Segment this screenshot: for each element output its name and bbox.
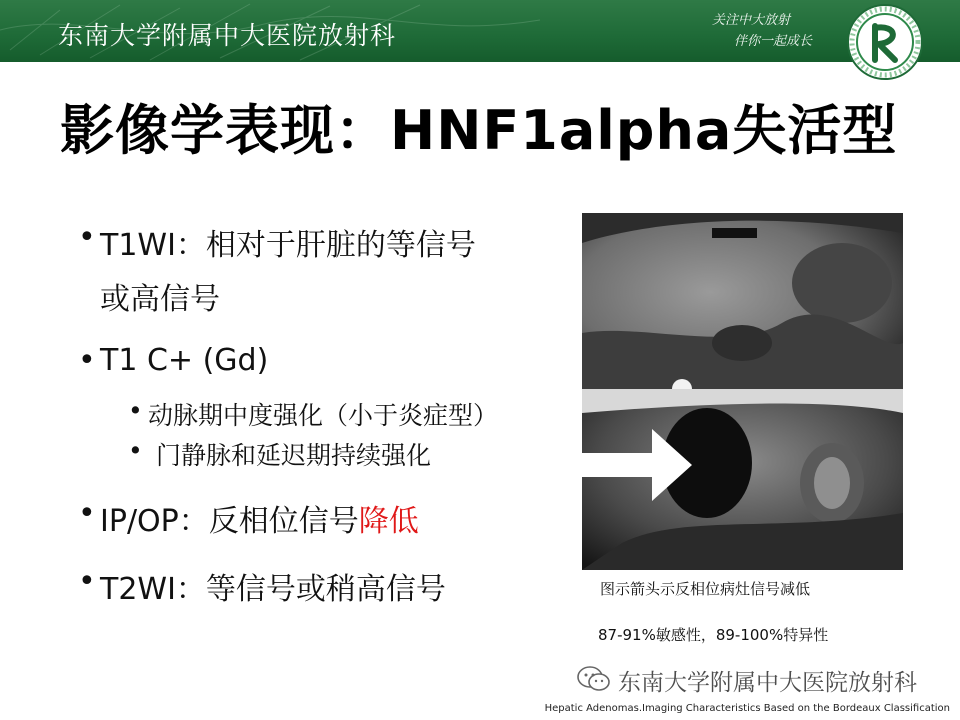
footer-reference: Hepatic Adenomas.Imaging Characteristics Based on the Bordeaux Classification	[544, 703, 950, 714]
figure-caption: 图示箭头示反相位病灶信号减低	[600, 580, 811, 598]
bullet-t1wi	[78, 220, 476, 264]
bullet-marker: •	[78, 564, 96, 599]
bullet-marker: •	[78, 343, 96, 378]
mri-opposed-phase-image	[582, 389, 903, 570]
wechat-icon	[576, 665, 612, 693]
sub-bullet-portal	[128, 436, 432, 472]
bullet-t2wi	[78, 564, 446, 608]
sub-bullet-portal-text: 门静脉和延迟期持续强化	[156, 441, 432, 470]
bullet-t1wi-line2: 或高信号	[100, 282, 220, 317]
bullet-t1-contrast-text: T1 C+ (Gd)	[100, 343, 269, 378]
sub-bullet-arterial-text: 动脉期中度强化（小于炎症型）	[148, 401, 499, 430]
slogan-line-1: 关注中大放射	[712, 13, 791, 28]
sub-bullet-marker: •	[128, 396, 143, 425]
slogan-line-2: 伴你一起成长	[734, 34, 813, 49]
figure-stats: 87-91%敏感性，89-100%特异性	[598, 626, 829, 644]
bullet-marker: •	[78, 496, 96, 531]
watermark-text: 东南大学附属中大医院放射科	[618, 670, 917, 696]
bullet-t1wi-continued	[100, 274, 220, 318]
mri-figure	[582, 213, 903, 570]
slide-title: 影像学表现：HNF1alpha失活型	[60, 99, 898, 162]
mri-in-phase-image	[582, 213, 903, 399]
header-slogan	[712, 10, 832, 52]
bullet-t1-contrast	[78, 343, 269, 378]
sub-bullet-marker: •	[128, 436, 143, 465]
header-title: 东南大学附属中大医院放射科	[58, 21, 397, 50]
bullet-ip-op-highlight: 降低	[358, 504, 419, 539]
sub-bullet-arterial	[128, 396, 499, 432]
bullet-marker: •	[78, 220, 96, 255]
bullet-ip-op-text: IP/OP：反相位信号	[100, 504, 359, 539]
hospital-seal-logo	[845, 4, 925, 84]
header-banner	[0, 0, 960, 62]
bullet-ip-op	[78, 496, 419, 540]
bullet-t1wi-line1: T1WI：相对于肝脏的等信号	[100, 228, 476, 263]
bullet-t2wi-text: T2WI：等信号或稍高信号	[100, 572, 446, 607]
